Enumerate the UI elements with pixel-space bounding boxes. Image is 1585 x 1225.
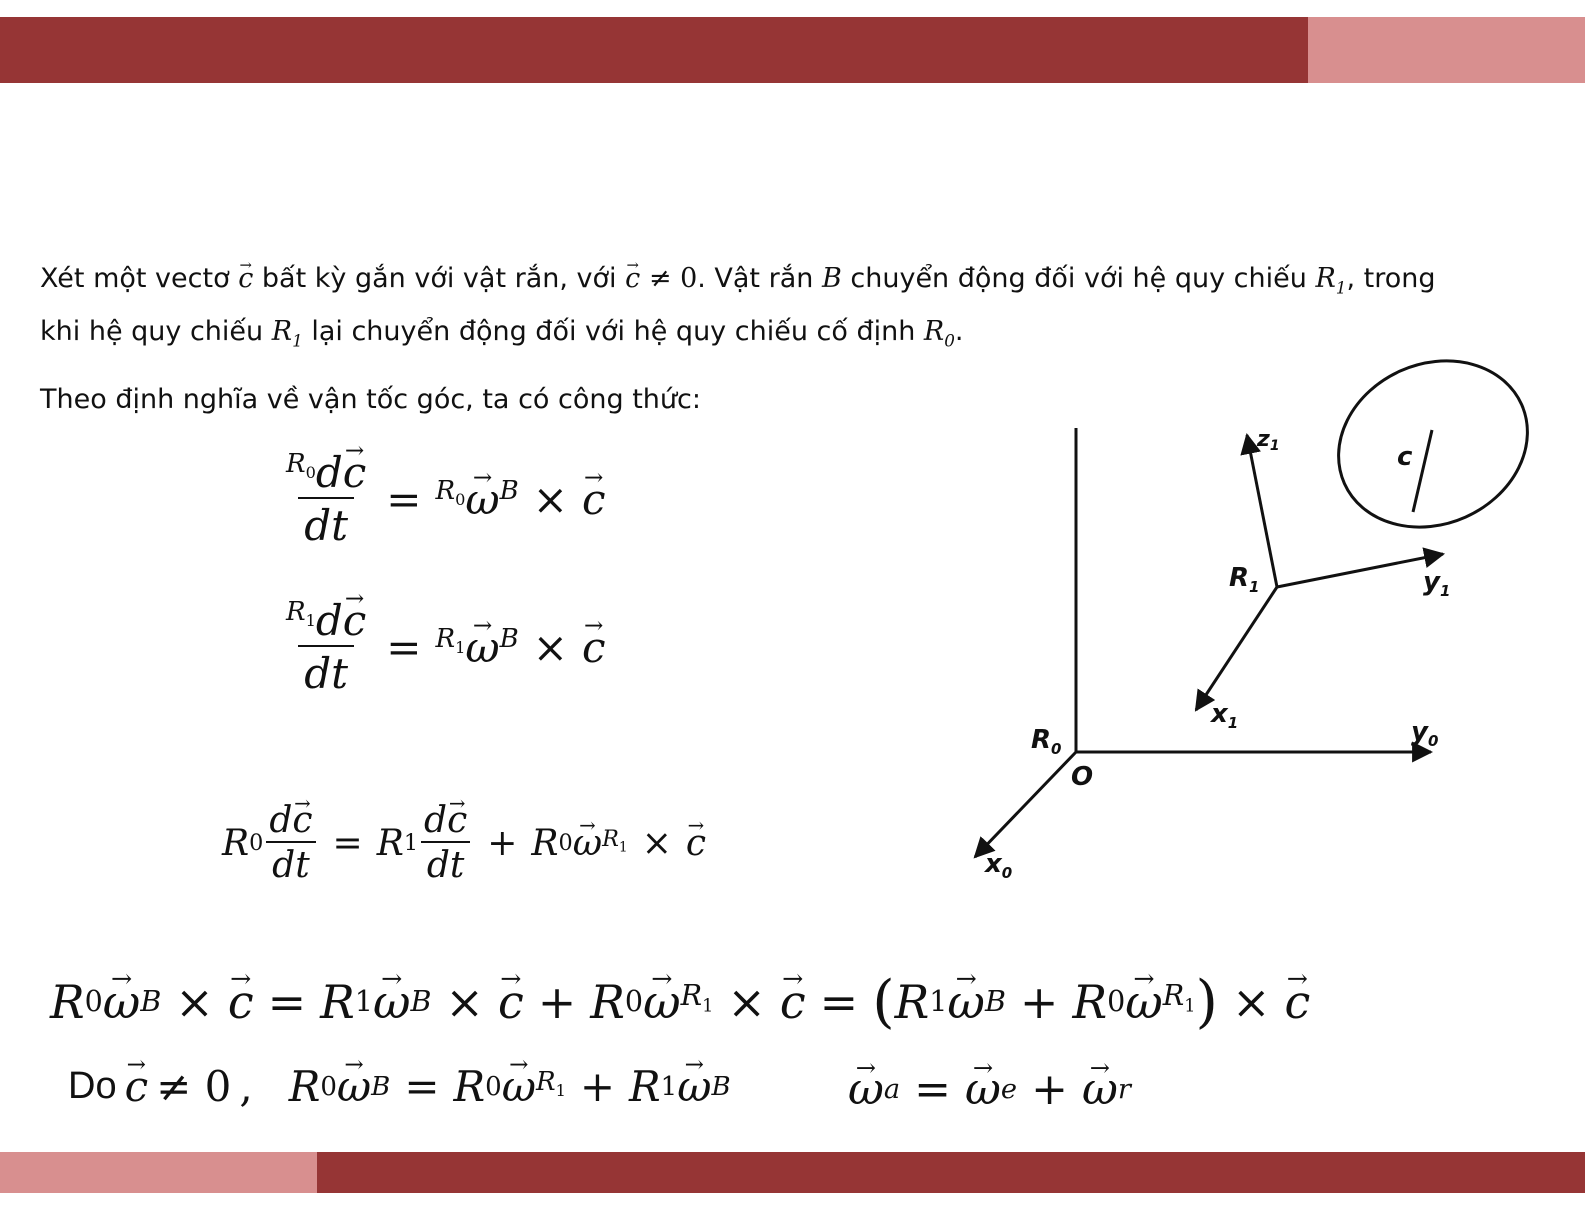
label-x1: $x_1$ bbox=[1211, 699, 1239, 732]
paragraph-definition: Theo định nghĩa về vận tốc góc, ta có công thức: bbox=[40, 384, 701, 415]
math-R0: $R_0$ bbox=[923, 316, 955, 351]
vector-c-line bbox=[1413, 430, 1432, 512]
axis-x1 bbox=[1196, 587, 1277, 710]
equation-angular-velocity-addition: Do → c ≠ 0 , R 0 → ω B = R 0 → ω $R_1$ + R 1 → ω B bbox=[68, 1062, 731, 1111]
equation-cross-product-expansion: R 0 → ω B × → c = R 1 → ω B × → c + R 0 → ω $R_1$ × → c = ( R 1 → ω B + R 0 → ω $R_1$ ) × → c bbox=[50, 968, 1310, 1035]
equation-omega-a-e-r: → ω a = → ω e + → ω r bbox=[848, 1064, 1131, 1115]
do-word: Do bbox=[68, 1065, 117, 1107]
math-R1: $R_1$ bbox=[1315, 263, 1347, 298]
footer-bar-dark bbox=[317, 1152, 1585, 1193]
label-y0: $y_0$ bbox=[1411, 717, 1439, 750]
label-r1: $R_1$ bbox=[1229, 563, 1260, 596]
text-segment: lại chuyển động đối với hệ quy chiếu cố định bbox=[311, 316, 916, 347]
math-vector-c: → c bbox=[625, 262, 640, 296]
math-B: B bbox=[821, 263, 842, 294]
fraction: $\frac{^{R_0}d\to c}{dt}$ bbox=[280, 448, 372, 550]
label-x0: $x_0$ bbox=[985, 849, 1013, 882]
fraction: $\frac{^{R_1}d\to c}{dt}$ bbox=[280, 596, 372, 698]
axis-z1 bbox=[1247, 435, 1277, 587]
math-vector-c: → c bbox=[238, 262, 253, 296]
text-segment: , trong bbox=[1346, 263, 1436, 294]
math-R1: $R_1$ bbox=[271, 316, 303, 351]
label-r0: $R_0$ bbox=[1031, 725, 1062, 758]
math-neq-zero: ≠ 0 bbox=[648, 263, 698, 294]
axis-x0 bbox=[975, 752, 1076, 857]
fraction: $\frac{d\to c}{dt}$ bbox=[418, 800, 473, 886]
label-origin: O bbox=[1071, 762, 1094, 792]
equation-r0-derivative: $\frac{^{R_0}d\to c}{dt}$ = $^{R_0}\to \omega^B$ × → c bbox=[280, 448, 606, 550]
text-segment: . Vật rắn bbox=[697, 263, 814, 294]
text-segment: Xét một vectơ bbox=[40, 263, 230, 294]
header-bar-dark bbox=[0, 17, 1308, 83]
equation-r1-derivative: $\frac{^{R_1}d\to c}{dt}$ = $^{R_1}\to \omega^B$ × → c bbox=[280, 596, 606, 698]
paragraph-intro-line2 bbox=[40, 315, 964, 349]
equation-transport-theorem: R 0 $\frac{d\to c}{dt}$ = R 1 $\frac{d\to c}{dt}$ + R 0 → ω $R_1$ × → c bbox=[222, 800, 706, 886]
reference-frames-diagram bbox=[945, 340, 1545, 895]
footer-bar-light bbox=[0, 1152, 317, 1193]
label-c: c bbox=[1397, 442, 1413, 472]
text-segment: . bbox=[954, 316, 964, 347]
label-y1: $y_1$ bbox=[1423, 567, 1451, 600]
text-segment: khi hệ quy chiếu bbox=[40, 316, 264, 347]
header-bar-light bbox=[1308, 17, 1585, 83]
text-segment: chuyển động đối với hệ quy chiếu bbox=[850, 263, 1307, 294]
label-z1: z1 bbox=[1257, 427, 1280, 454]
text-segment: bất kỳ gắn với vật rắn, với bbox=[261, 263, 617, 294]
fraction: $\frac{d\to c}{dt}$ bbox=[263, 800, 318, 886]
axis-y1 bbox=[1277, 554, 1443, 587]
paragraph-intro-line1 bbox=[40, 262, 1435, 296]
